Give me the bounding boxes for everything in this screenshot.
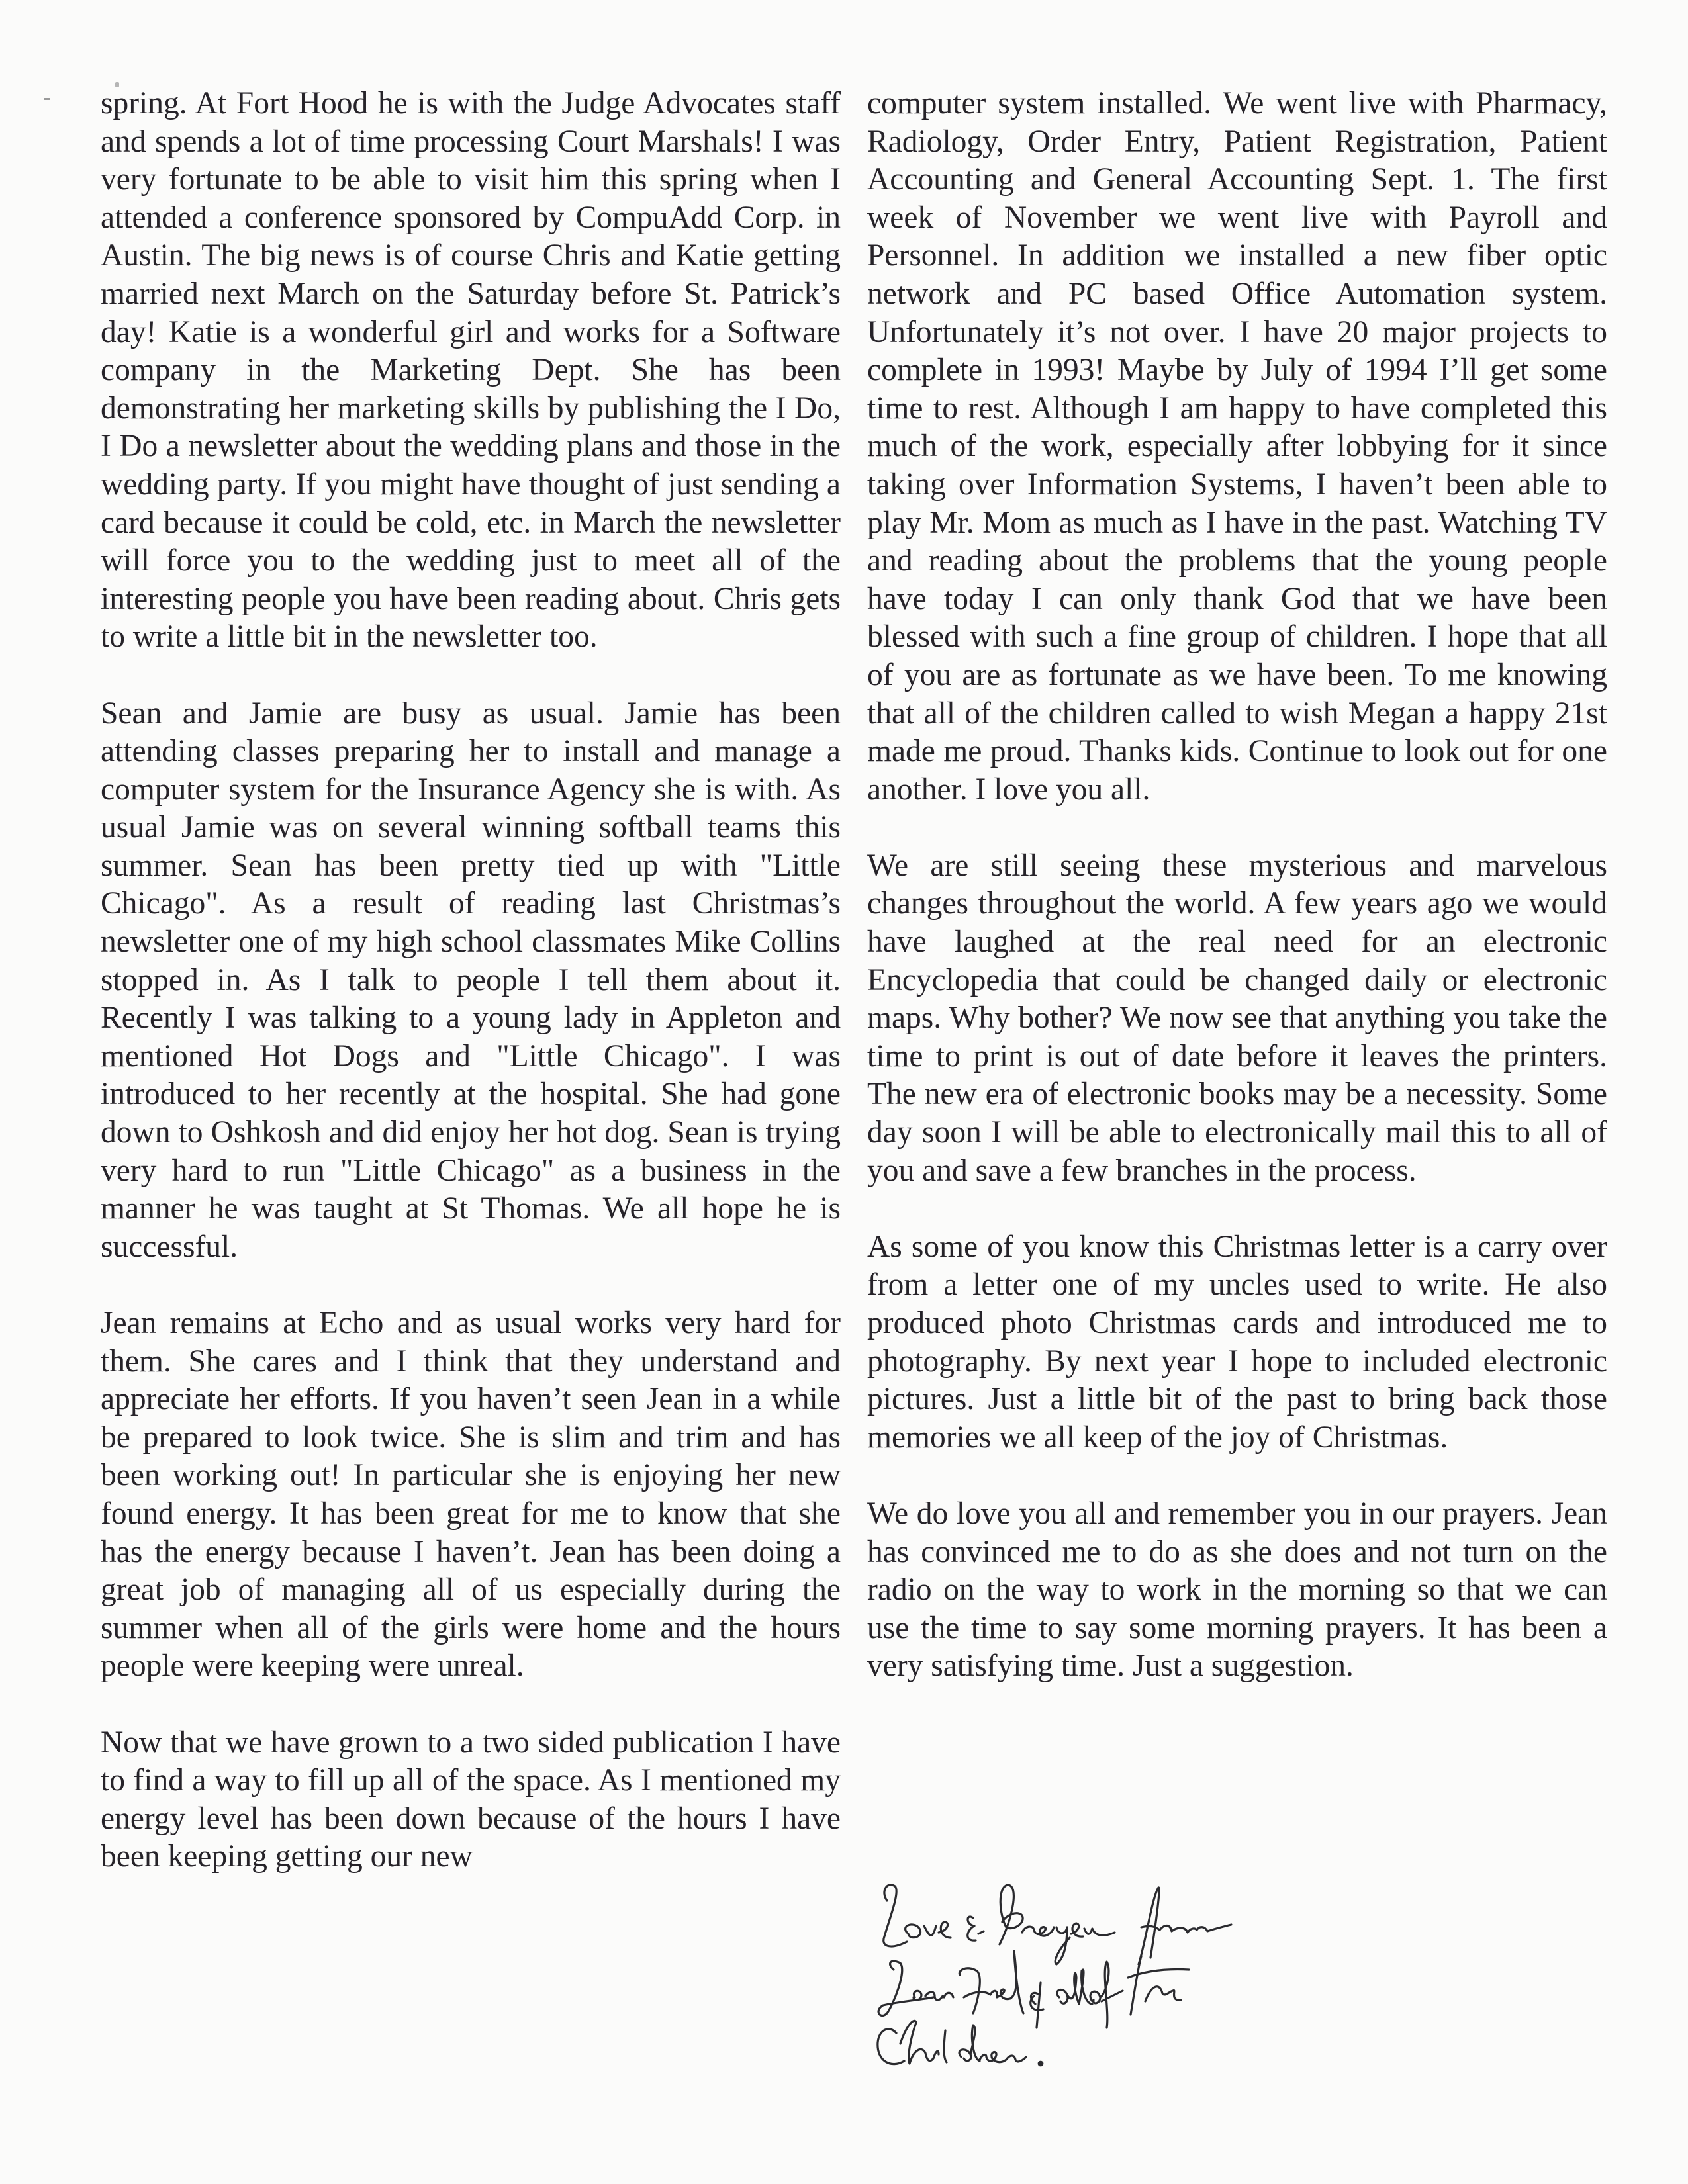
paragraph-publication: Now that we have grown to a two sided publication I have to find a way to fill up all of the space. As I mentioned my energy level has been down because of the hours I have been keeping getting our new	[101, 1725, 841, 1874]
paragraph-changes-world: We are still seeing these mysterious and marvelous changes throughout the world. A few years ago we would have laughed at the real need for an electronic Encyclopedia that could be changed daily or electronic maps. Why bother? We now see that anything you take the time to print is out of date before it leaves the printers. The new era of electronic books may be a necessity. Some day soon I will be able to electronically mail this to all of you and save a few branches in the process.	[867, 848, 1607, 1188]
paragraph-sean-jamie: Sean and Jamie are busy as usual. Jamie has been attending classes preparing her to install and manage a computer system for the Insurance Agency she is with. As usual Jamie was on several winning softball teams this summer. Sean has been pretty tied up with "Little Chicago". As a result of reading last Christmas’s newsletter one of my high school classmates Mike Collins stopped in. As I talk to people I tell them about it. Recently I was talking to a young lady in Appleton and mentioned Hot Dogs and "Little Chicago". I was introduced to her recently at the hospital. She had gone down to Oshkosh and did enjoy her hot dog. Sean is trying very hard to run "Little Chicago" as a business in the manner he was taught at St Thomas. We all hope he is successful.	[101, 696, 841, 1264]
paragraph-computer-system: computer system installed. We went live with Pharmacy, Radiology, Order Entry, Patient Registration, Patient Accounting and General Accounting Sept. 1. The first week of November we went live with Payroll and Personnel. In addition we installed a new fiber optic network and PC based Office Automation system. Unfortunately it’s not over. I have 20 major projects to complete in 1993! Maybe by July of 1994 I’ll get some time to rest. Although I am happy to have completed this much of the work, especially after lobbying for it since taking over Information Systems, I haven’t been able to play Mr. Mom as much as I have in the past. Watching TV and reading about the problems that the young people have today I can only thank God that we have been blessed with such a fine group of children. I hope that all of you are as fortunate as we have been. To me knowing that all of the children called to wish Megan a happy 21st made me proud. Thanks kids. Continue to look out for one another. I love you all.	[867, 86, 1607, 807]
left-column	[101, 85, 841, 1876]
signature-script-icon	[861, 1872, 1589, 2070]
paragraph-jean: Jean remains at Echo and as usual works very hard for them. She cares and I think that they understand and appreciate her efforts. If you haven’t seen Jean in a while be prepared to look twice. She is slim and trim and has been working out! In particular she is enjoying her new found energy. It has been great for me to know that she has the energy because I haven’t. Jean has been doing a great job of managing all of us especially during the summer when all of the girls were home and the hours people were keeping were unreal.	[101, 1306, 841, 1684]
scan-speck	[44, 98, 50, 100]
right-column	[867, 85, 1607, 1686]
handwritten-signature	[861, 1872, 1589, 2070]
paragraph-prayers: We do love you all and remember you in our prayers. Jean has convinced me to do as she does and not turn on the radio on the way to work in the morning so that we can use the time to say some morning prayers. It has been a very satisfying time. Just a suggestion.	[867, 1496, 1607, 1684]
paragraph-christmas-letter: As some of you know this Christmas letter is a carry over from a letter one of my uncles used to write. He also produced photo Christmas cards and introduced me to photography. By next year I hope to included electronic pictures. Just a little bit of the past to bring back those memories we all keep of the joy of Christmas.	[867, 1229, 1607, 1455]
paragraph-fort-hood-wedding: spring. At Fort Hood he is with the Judge Advocates staff and spends a lot of time processing Court Marshals! I was very fortunate to be able to visit him this spring when I attended a conference sponsored by CompuAdd Corp. in Austin. The big news is of course Chris and Katie getting married next March on the Saturday before St. Patrick’s day! Katie is a wonderful girl and works for a Software company in the Marketing Dept. She has been demonstrating her marketing skills by publishing the I Do, I Do a newsletter about the wedding plans and those in the wedding party. If you might have thought of just sending a card because it could be cold, etc. in March the newsletter will force you to the wedding just to meet all of the interesting people you have been reading about. Chris gets to write a little bit in the newsletter too.	[101, 86, 841, 655]
